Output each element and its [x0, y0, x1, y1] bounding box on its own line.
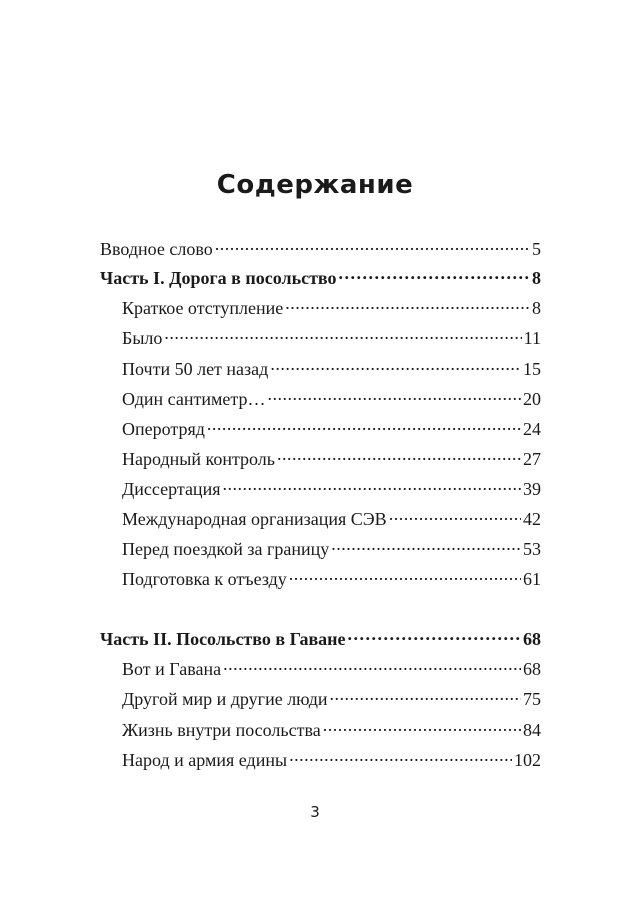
toc-entry [122, 414, 541, 444]
toc-entry [122, 715, 541, 745]
toc-entry-label: Почти 50 лет назад [122, 359, 269, 379]
toc-entry-page: 75 [523, 689, 541, 709]
dot-leader [323, 718, 521, 736]
toc-entry-label: Народный контроль [122, 449, 275, 469]
toc-entry-page: 84 [523, 720, 541, 740]
dot-leader [339, 266, 530, 284]
toc-entry-page: 20 [523, 389, 541, 409]
dot-leader [289, 567, 521, 585]
toc-entry-label: Было [122, 328, 163, 348]
toc-entry [122, 745, 541, 775]
toc-entry-page: 61 [523, 569, 541, 589]
dot-leader [164, 326, 521, 344]
toc-entry [122, 504, 541, 534]
dot-leader [223, 657, 521, 675]
dot-leader [270, 357, 521, 375]
dot-leader [222, 477, 521, 495]
dot-leader [348, 627, 521, 645]
dot-leader [289, 748, 512, 766]
toc-part-entry [100, 263, 541, 293]
toc-entry-label: Один сантиметр… [122, 389, 266, 409]
toc-entry-label: Вот и Гавана [122, 659, 222, 679]
toc-entry-label: Оперотряд [122, 419, 205, 439]
toc-entry-page: 8 [532, 268, 541, 288]
toc-entry-page: 27 [523, 449, 541, 469]
dot-leader [207, 417, 521, 435]
dot-leader [330, 687, 522, 705]
page-number: 3 [310, 803, 320, 821]
dot-leader [285, 296, 530, 314]
toc-entry-page: 11 [523, 328, 541, 348]
toc-entry [122, 534, 541, 564]
toc-entry [122, 293, 541, 323]
toc-entry-page: 8 [532, 298, 541, 318]
toc-entry-page: 42 [523, 509, 541, 529]
toc-entry-page: 68 [523, 629, 541, 649]
toc-entry-label: Краткое отступление [122, 298, 284, 318]
toc-entry-page: 53 [523, 539, 541, 559]
dot-leader [331, 537, 521, 555]
toc-entry [100, 234, 541, 264]
toc-entry [122, 354, 541, 384]
dot-leader [215, 237, 530, 255]
toc-entry-page: 68 [523, 659, 541, 679]
toc-entry-page: 5 [532, 239, 541, 259]
toc-entry-label: Часть I. Дорога в посольство [100, 268, 337, 288]
toc-entry-label: Международная организация СЭВ [122, 509, 387, 529]
toc-entry-label: Перед поездкой за границу [122, 539, 330, 559]
dot-leader [389, 507, 521, 525]
toc-entry-label: Народ и армия едины [122, 750, 288, 770]
toc-entry-label: Вводное слово [100, 239, 213, 259]
page-title: Содержание [216, 170, 414, 200]
toc-entry-page: 102 [514, 750, 541, 770]
toc-entry-label: Другой мир и другие люди [122, 689, 328, 709]
toc-entry [122, 654, 541, 684]
toc-entry [122, 323, 541, 353]
toc-entry-label: Жизнь внутри посольства [122, 720, 321, 740]
toc-entry-label: Диссертация [122, 479, 221, 499]
toc-entry-label: Часть II. Посольство в Гаване [100, 629, 346, 649]
toc-entry [122, 474, 541, 504]
toc-entry-page: 15 [523, 359, 541, 379]
dot-leader [267, 387, 521, 405]
toc-entry-page: 24 [523, 419, 541, 439]
toc-part-entry [100, 624, 541, 654]
toc-entry [122, 444, 541, 474]
toc-entry-page: 39 [523, 479, 541, 499]
toc-entry [122, 564, 541, 594]
toc-entry-label: Подготовка к отъезду [122, 569, 287, 589]
dot-leader [277, 447, 521, 465]
toc-entry [122, 384, 541, 414]
toc-entry [122, 684, 541, 714]
